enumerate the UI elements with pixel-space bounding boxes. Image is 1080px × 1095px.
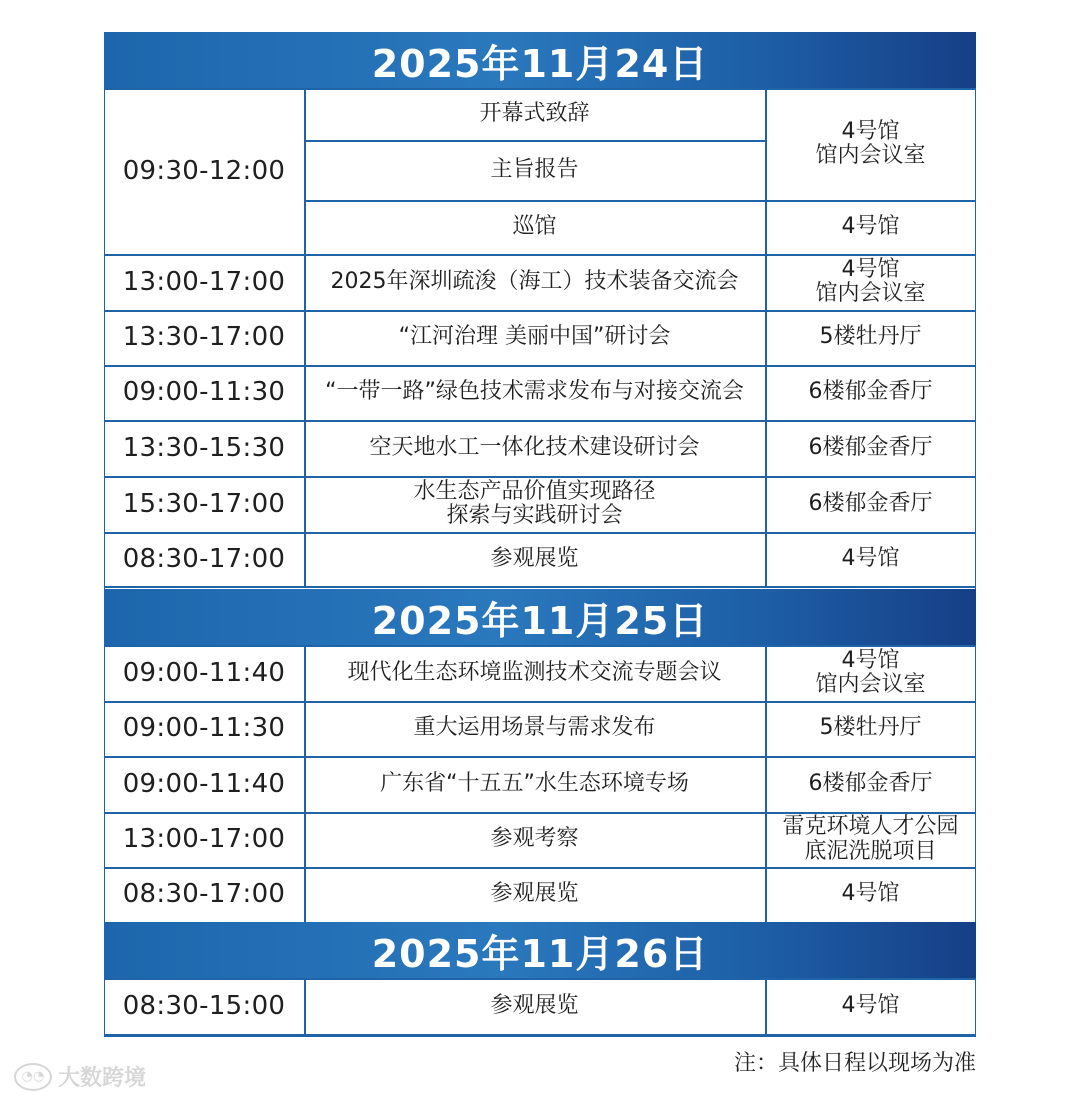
cell-text [331, 270, 739, 294]
column-divider [304, 645, 306, 922]
cell-line: 2025年深圳疏浚（海工）技术装备交流会 [330, 268, 739, 294]
column-divider [765, 645, 767, 922]
cell-text [809, 436, 933, 460]
cell-text [820, 716, 922, 740]
event-cell [304, 701, 765, 756]
cell-text [413, 716, 655, 740]
event-cell [304, 756, 765, 812]
cell-line: 参观展览 [490, 545, 579, 571]
venue-cell [765, 645, 976, 701]
cell-text [490, 882, 578, 906]
row-divider [104, 1035, 976, 1037]
cell-text [842, 215, 900, 239]
time-cell: 13:30-15:30 [122, 432, 286, 463]
cell-line: 4号馆 [841, 545, 900, 571]
cell-text [325, 380, 744, 404]
event-cell [304, 476, 765, 532]
cell-line: 6楼郁金香厅 [808, 490, 933, 516]
event-cell [304, 200, 765, 254]
cell-line: 巡馆 [512, 213, 557, 239]
time-cell: 08:30-17:00 [122, 879, 286, 910]
event-cell [304, 645, 765, 701]
cell-text [842, 994, 900, 1018]
cell-line: 4号馆 [841, 213, 900, 239]
cell-text [380, 772, 689, 796]
cell-line: 5楼牡丹厅 [819, 715, 922, 741]
cell-line: 5楼牡丹厅 [819, 324, 922, 350]
time-cell: 09:00-11:30 [122, 713, 286, 744]
cell-text [815, 649, 925, 697]
cell-text [809, 772, 933, 796]
cell-text [369, 436, 699, 460]
cell-text [815, 120, 925, 168]
venue-cell [765, 254, 976, 310]
cell-line: 底泥洗脱项目 [804, 838, 937, 864]
cell-line: 馆内会议室 [815, 281, 926, 306]
venue-cell [765, 812, 976, 867]
cell-line: 4号馆 [841, 993, 900, 1019]
cell-text [815, 258, 925, 306]
venue-cell [765, 365, 976, 420]
cell-line: 参观考察 [490, 826, 579, 852]
cell-line: 广东省“十五五”水生态环境专场 [380, 770, 689, 796]
venue-cell [765, 867, 976, 922]
event-cell [304, 88, 765, 140]
venue-cell [765, 978, 976, 1035]
venue-divider [765, 200, 976, 202]
event-cell [304, 812, 765, 867]
cell-line: 探索与实践研讨会 [446, 503, 623, 528]
cell-text [413, 480, 655, 528]
event-cell [304, 365, 765, 420]
cell-line: 4号馆 [841, 118, 900, 144]
venue-cell [765, 756, 976, 812]
row-divider [104, 586, 976, 588]
cell-line: 4号馆 [841, 647, 900, 673]
time-cell: 09:00-11:30 [122, 377, 286, 408]
cell-text [490, 547, 578, 571]
cell-line: “江河治理 美丽中国”研讨会 [398, 324, 671, 350]
cell-line: “一带一路”绿色技术需求发布与对接交流会 [325, 379, 744, 405]
cell-line: 馆内会议室 [815, 143, 926, 168]
event-cell [304, 867, 765, 922]
time-cell: 15:30-17:00 [122, 488, 286, 519]
cell-line: 4号馆 [841, 881, 900, 907]
watermark-text: 大数跨境 [58, 1066, 147, 1091]
event-cell [304, 254, 765, 310]
column-divider [304, 978, 306, 1035]
cell-text [512, 215, 556, 239]
cell-line: 雷克环境人才公园 [782, 814, 959, 840]
time-cell: 09:00-11:40 [122, 657, 286, 688]
cell-text [782, 815, 958, 863]
cell-line: 4号馆 [841, 256, 900, 282]
cell-line: 开幕式致辞 [479, 100, 590, 126]
cell-text [809, 380, 933, 404]
cell-line: 空天地水工一体化技术建设研讨会 [369, 434, 700, 460]
event-cell [304, 310, 765, 365]
date-header: 2025年11月25日 [104, 589, 976, 645]
cell-text [842, 882, 900, 906]
event-cell [304, 532, 765, 586]
column-divider [765, 978, 767, 1035]
column-divider [304, 88, 306, 586]
cell-line: 现代化生态环境监测技术交流专题会议 [347, 659, 722, 685]
date-header: 2025年11月24日 [104, 32, 976, 88]
date-header: 2025年11月26日 [104, 922, 976, 978]
cell-text [399, 325, 671, 349]
time-cell: 13:30-17:00 [122, 322, 286, 353]
cell-text [490, 158, 578, 182]
time-cell: 13:00-17:00 [122, 824, 286, 855]
cell-line: 参观展览 [490, 993, 579, 1019]
cell-text [490, 827, 578, 851]
weibo-logo-icon: ◔◔ [14, 1063, 52, 1091]
cell-line: 6楼郁金香厅 [808, 379, 933, 405]
event-cell [304, 140, 765, 200]
event-cell [304, 978, 765, 1035]
watermark [14, 1061, 146, 1092]
cell-line: 重大运用场景与需求发布 [413, 715, 656, 741]
event-divider [304, 200, 765, 202]
time-cell: 09:30-12:00 [122, 155, 286, 186]
cell-text [809, 492, 933, 516]
time-cell: 08:30-15:00 [122, 991, 286, 1022]
cell-line: 参观展览 [490, 881, 579, 907]
footnote: 注：具体日程以现场为准 [733, 1051, 976, 1076]
venue-cell [765, 310, 976, 365]
cell-line: 6楼郁金香厅 [808, 770, 933, 796]
event-divider [304, 140, 765, 142]
cell-text [479, 102, 589, 126]
cell-text [490, 994, 578, 1018]
time-cell: 09:00-11:40 [122, 768, 286, 799]
venue-cell [765, 701, 976, 756]
venue-cell [765, 420, 976, 476]
cell-line: 水生态产品价值实现路径 [413, 478, 656, 504]
venue-cell [765, 476, 976, 532]
venue-cell [765, 200, 976, 254]
venue-cell [765, 532, 976, 586]
venue-cell [765, 88, 976, 200]
cell-text [347, 661, 721, 685]
time-cell: 13:00-17:00 [122, 266, 286, 297]
time-cell: 08:30-17:00 [122, 543, 286, 574]
column-divider [765, 88, 767, 586]
cell-text [820, 325, 922, 349]
cell-line: 馆内会议室 [815, 672, 926, 697]
event-cell [304, 420, 765, 476]
cell-text [842, 547, 900, 571]
cell-line: 主旨报告 [490, 156, 579, 182]
cell-line: 6楼郁金香厅 [808, 434, 933, 460]
